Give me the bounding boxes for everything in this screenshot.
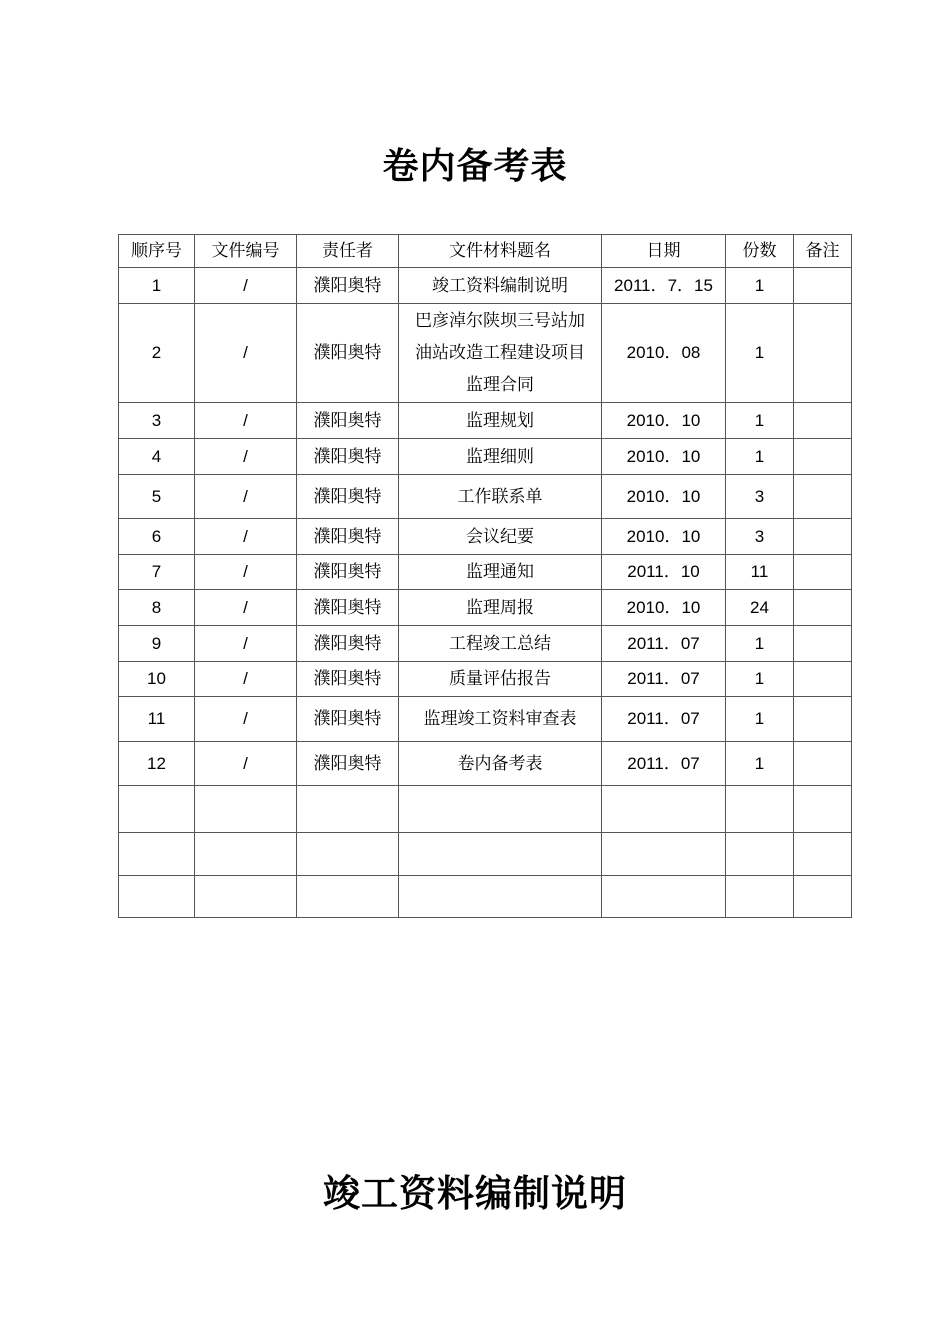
section-title: 竣工资料编制说明: [323, 1171, 627, 1215]
cell-title: 监理通知: [399, 555, 602, 590]
cell-copies: 1: [726, 304, 794, 403]
header-date: 日期: [602, 235, 726, 268]
page-title: 卷内备考表: [382, 145, 568, 187]
cell-remark: [794, 403, 852, 439]
cell-file-no: /: [195, 742, 297, 786]
table-row: [119, 268, 852, 304]
cell-author: 濮阳奥特: [297, 268, 399, 304]
table-row: [119, 697, 852, 742]
cell-seq: 9: [119, 626, 195, 662]
cell-date: 2010．10: [602, 475, 726, 519]
cell-copies: [726, 786, 794, 833]
cell-remark: [794, 304, 852, 403]
cell-file-no: /: [195, 555, 297, 590]
cell-seq: [119, 876, 195, 918]
cell-author: 濮阳奥特: [297, 475, 399, 519]
table-row: [119, 590, 852, 626]
cell-author: [297, 786, 399, 833]
cell-date: 2010．10: [602, 590, 726, 626]
cell-file-no: /: [195, 475, 297, 519]
table-row: [119, 439, 852, 475]
cell-author: 濮阳奥特: [297, 626, 399, 662]
cell-remark: [794, 555, 852, 590]
table-row: [119, 626, 852, 662]
cell-remark: [794, 833, 852, 876]
cell-file-no: /: [195, 304, 297, 403]
cell-date: 2011．07: [602, 662, 726, 697]
cell-seq: 2: [119, 304, 195, 403]
cell-author: 濮阳奥特: [297, 304, 399, 403]
cell-copies: 24: [726, 590, 794, 626]
cell-copies: 11: [726, 555, 794, 590]
table-row: [119, 403, 852, 439]
cell-file-no: [195, 876, 297, 918]
cell-date: [602, 833, 726, 876]
cell-copies: 1: [726, 742, 794, 786]
cell-file-no: /: [195, 697, 297, 742]
cell-title: 监理竣工资料审查表: [399, 697, 602, 742]
cell-title: 卷内备考表: [399, 742, 602, 786]
table-row-empty: [119, 833, 852, 876]
cell-copies: 1: [726, 268, 794, 304]
cell-file-no: /: [195, 403, 297, 439]
cell-file-no: /: [195, 439, 297, 475]
table-row: [119, 555, 852, 590]
cell-author: 濮阳奥特: [297, 403, 399, 439]
cell-copies: [726, 876, 794, 918]
cell-seq: 11: [119, 697, 195, 742]
cell-copies: 1: [726, 697, 794, 742]
cell-seq: 7: [119, 555, 195, 590]
cell-date: 2010．10: [602, 439, 726, 475]
cell-title: 工程竣工总结: [399, 626, 602, 662]
cell-remark: [794, 697, 852, 742]
cell-copies: 3: [726, 475, 794, 519]
cell-seq: [119, 786, 195, 833]
table-row-empty: [119, 876, 852, 918]
cell-seq: 4: [119, 439, 195, 475]
cell-remark: [794, 662, 852, 697]
cell-date: 2011．07: [602, 697, 726, 742]
cell-file-no: /: [195, 268, 297, 304]
table-row: [119, 475, 852, 519]
cell-remark: [794, 519, 852, 555]
cell-date: 2011．7．15: [602, 268, 726, 304]
cell-file-no: /: [195, 519, 297, 555]
cell-remark: [794, 268, 852, 304]
cell-title: 巴彦淖尔陕坝三号站加油站改造工程建设项目监理合同: [399, 304, 602, 403]
cell-seq: 1: [119, 268, 195, 304]
cell-remark: [794, 626, 852, 662]
cell-date: 2011．07: [602, 742, 726, 786]
cell-title: [399, 786, 602, 833]
cell-copies: 1: [726, 662, 794, 697]
cell-remark: [794, 590, 852, 626]
cell-author: 濮阳奥特: [297, 697, 399, 742]
header-file-no: 文件编号: [195, 235, 297, 268]
cell-file-no: [195, 786, 297, 833]
cell-seq: 3: [119, 403, 195, 439]
cell-date: 2010．10: [602, 403, 726, 439]
cell-title: 质量评估报告: [399, 662, 602, 697]
cell-file-no: /: [195, 662, 297, 697]
cell-date: 2011．07: [602, 626, 726, 662]
cell-author: 濮阳奥特: [297, 662, 399, 697]
header-seq: 顺序号: [119, 235, 195, 268]
cell-author: 濮阳奥特: [297, 555, 399, 590]
cell-remark: [794, 786, 852, 833]
cell-author: 濮阳奥特: [297, 590, 399, 626]
cell-file-no: [195, 833, 297, 876]
cell-title: 监理细则: [399, 439, 602, 475]
cell-date: [602, 786, 726, 833]
table-row: [119, 662, 852, 697]
cell-author: [297, 833, 399, 876]
table-row: [119, 304, 852, 403]
cell-copies: 1: [726, 626, 794, 662]
cell-author: 濮阳奥特: [297, 519, 399, 555]
cell-date: 2011．10: [602, 555, 726, 590]
header-copies: 份数: [726, 235, 794, 268]
cell-seq: 12: [119, 742, 195, 786]
cell-remark: [794, 439, 852, 475]
cell-seq: 5: [119, 475, 195, 519]
cell-file-no: /: [195, 590, 297, 626]
cell-author: 濮阳奥特: [297, 742, 399, 786]
cell-seq: 8: [119, 590, 195, 626]
cell-title: 竣工资料编制说明: [399, 268, 602, 304]
cell-date: 2010．08: [602, 304, 726, 403]
cell-title: [399, 833, 602, 876]
cell-copies: [726, 833, 794, 876]
cell-author: [297, 876, 399, 918]
cell-author: 濮阳奥特: [297, 439, 399, 475]
cell-remark: [794, 742, 852, 786]
header-remark: 备注: [794, 235, 852, 268]
cell-copies: 3: [726, 519, 794, 555]
cell-title: 工作联系单: [399, 475, 602, 519]
header-author: 责任者: [297, 235, 399, 268]
cell-title: 监理规划: [399, 403, 602, 439]
cell-date: [602, 876, 726, 918]
cell-copies: 1: [726, 439, 794, 475]
cell-title: [399, 876, 602, 918]
cell-seq: 6: [119, 519, 195, 555]
cell-seq: [119, 833, 195, 876]
cell-seq: 10: [119, 662, 195, 697]
cell-date: 2010．10: [602, 519, 726, 555]
table-row: [119, 742, 852, 786]
table-row-empty: [119, 786, 852, 833]
table-header-row: [119, 235, 852, 268]
table-row: [119, 519, 852, 555]
cell-remark: [794, 475, 852, 519]
register-table: [118, 234, 852, 918]
cell-title: 会议纪要: [399, 519, 602, 555]
header-title: 文件材料题名: [399, 235, 602, 268]
cell-file-no: /: [195, 626, 297, 662]
cell-remark: [794, 876, 852, 918]
cell-title: 监理周报: [399, 590, 602, 626]
cell-copies: 1: [726, 403, 794, 439]
